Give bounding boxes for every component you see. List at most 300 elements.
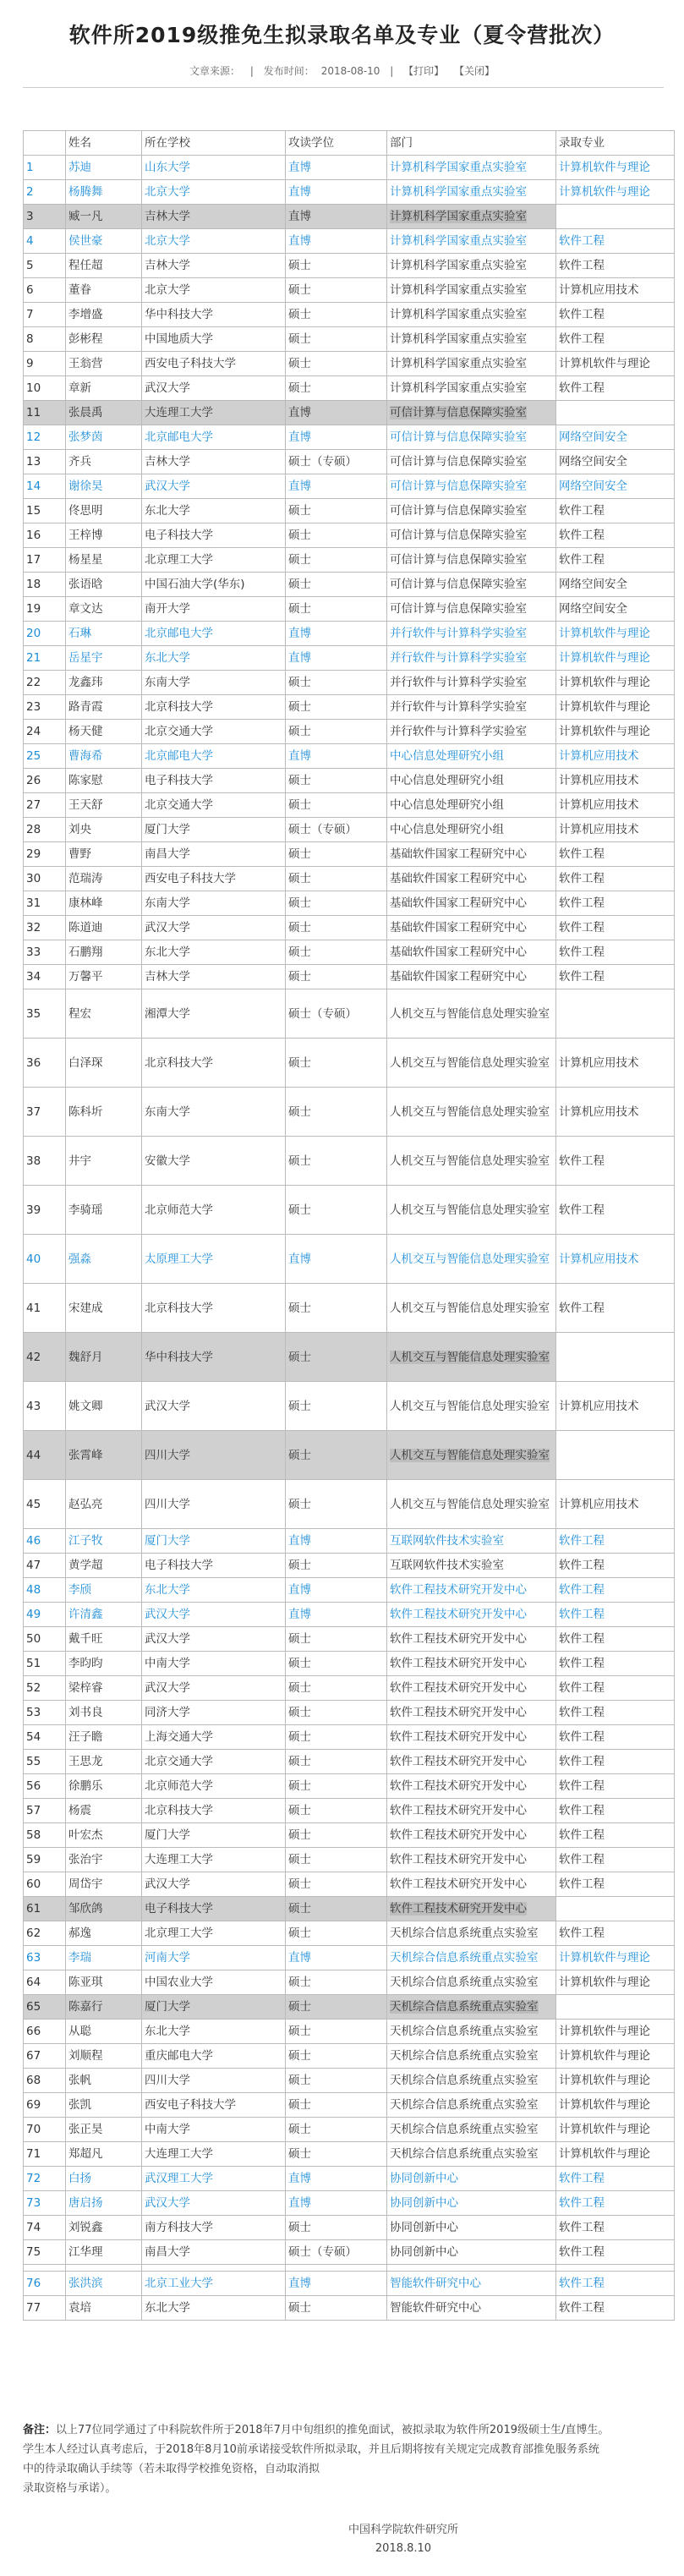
cell-name: 王翁营 — [66, 352, 142, 376]
cell-degree: 直博 — [286, 205, 387, 229]
dept-text: 基础软件国家工程研究中心 — [390, 896, 527, 910]
cell-major: 软件工程 — [556, 1676, 675, 1701]
cell-dept — [387, 2020, 556, 2044]
cell-no: 42 — [24, 1333, 66, 1382]
table-row — [24, 622, 675, 646]
cell-no: 57 — [24, 1799, 66, 1823]
cell-degree: 硕士 — [286, 376, 387, 401]
dept-text: 天机综合信息系统重点实验室 — [390, 2074, 539, 2087]
cell-major: 网络空间安全 — [556, 474, 675, 499]
cell-major: 软件工程 — [556, 1186, 675, 1235]
cell-name: 曹野 — [66, 842, 142, 867]
cell-no: 72 — [24, 2167, 66, 2191]
cell-school: 武汉大学 — [142, 376, 286, 401]
cell-degree: 硕士 — [286, 965, 387, 989]
cell-school: 电子科技大学 — [142, 523, 286, 548]
cell-school: 北京科技大学 — [142, 1799, 286, 1823]
cell-degree: 硕士 — [286, 2216, 387, 2240]
table-row — [24, 573, 675, 597]
cell-dept — [387, 156, 556, 180]
cell-degree: 直博 — [286, 229, 387, 254]
table-row — [24, 1897, 675, 1921]
dept-text: 可信计算与信息保障实验室 — [390, 406, 527, 419]
cell-major — [556, 1333, 675, 1382]
table-row — [24, 1431, 675, 1480]
dept-text: 软件工程技术研究开发中心 — [390, 1681, 527, 1695]
dept-text: 计算机科学国家重点实验室 — [390, 381, 527, 395]
cell-school: 四川大学 — [142, 2069, 286, 2093]
cell-no: 8 — [24, 327, 66, 352]
dept-text: 可信计算与信息保障实验室 — [390, 602, 527, 616]
dept-text: 天机综合信息系统重点实验室 — [390, 2098, 539, 2112]
dept-text: 人机交互与智能信息处理实验室 — [390, 1350, 550, 1364]
cell-major: 软件工程 — [556, 2216, 675, 2240]
dept-text: 互联网软件技术实验室 — [390, 1559, 504, 1572]
table-row — [24, 180, 675, 205]
cell-school: 湘潭大学 — [142, 989, 286, 1039]
dept-text: 中心信息处理研究小组 — [390, 798, 504, 812]
cell-dept — [387, 499, 556, 523]
table-row — [24, 278, 675, 303]
table-row — [24, 2240, 675, 2265]
cell-no: 28 — [24, 818, 66, 842]
cell-degree: 硕士 — [286, 1480, 387, 1529]
cell-dept — [387, 597, 556, 622]
cell-no: 58 — [24, 1823, 66, 1848]
table-row — [24, 1186, 675, 1235]
cell-no: 55 — [24, 1750, 66, 1774]
cell-school: 上海交通大学 — [142, 1725, 286, 1750]
dept-text: 计算机科学国家重点实验室 — [390, 185, 527, 199]
cell-degree: 硕士 — [286, 1039, 387, 1088]
dept-text: 可信计算与信息保障实验室 — [390, 578, 527, 591]
table-row — [24, 156, 675, 180]
dept-text: 人机交互与智能信息处理实验室 — [390, 1055, 550, 1070]
table-row — [24, 793, 675, 818]
table-row — [24, 2044, 675, 2069]
cell-major: 软件工程 — [556, 303, 675, 327]
cell-major: 软件工程 — [556, 1848, 675, 1872]
cell-name: 侯世豪 — [66, 229, 142, 254]
table-row — [24, 2020, 675, 2044]
cell-major: 网络空间安全 — [556, 597, 675, 622]
dept-text: 天机综合信息系统重点实验室 — [390, 1927, 539, 1940]
cell-school — [142, 2265, 286, 2272]
cell-major: 计算机软件与理论 — [556, 720, 675, 744]
cell-name: 从聪 — [66, 2020, 142, 2044]
cell-dept — [387, 891, 556, 916]
table-row — [24, 1652, 675, 1676]
cell-name: 李骑瑶 — [66, 1186, 142, 1235]
cell-major: 软件工程 — [556, 916, 675, 940]
cell-no: 25 — [24, 744, 66, 769]
cell-no: 2 — [24, 180, 66, 205]
cell-no: 43 — [24, 1382, 66, 1431]
cell-name: 石鹏翔 — [66, 940, 142, 965]
cell-degree: 硕士 — [286, 1774, 387, 1799]
cell-name: 张霄峰 — [66, 1431, 142, 1480]
cell-major: 软件工程 — [556, 1578, 675, 1603]
table-row — [24, 1701, 675, 1725]
dept-text: 人机交互与智能信息处理实验室 — [390, 1301, 550, 1315]
cell-name: 李昀昀 — [66, 1652, 142, 1676]
header-divider — [23, 87, 664, 88]
cell-dept — [387, 1603, 556, 1627]
cell-name: 范瑞涛 — [66, 867, 142, 891]
table-row — [24, 842, 675, 867]
cell-school: 东北大学 — [142, 940, 286, 965]
cell-dept — [387, 573, 556, 597]
cell-no: 39 — [24, 1186, 66, 1235]
cell-major: 软件工程 — [556, 1701, 675, 1725]
cell-degree: 硕士 — [286, 2296, 387, 2321]
cell-no: 13 — [24, 450, 66, 474]
cell-school: 东南大学 — [142, 1088, 286, 1137]
cell-dept — [387, 1333, 556, 1382]
cell-name: 陈家慰 — [66, 769, 142, 793]
cell-school: 山东大学 — [142, 156, 286, 180]
cell-school: 西安电子科技大学 — [142, 867, 286, 891]
dept-text: 协同创新中心 — [390, 2196, 458, 2210]
cell-school: 东南大学 — [142, 671, 286, 695]
cell-school: 北京科技大学 — [142, 1284, 286, 1333]
table-row — [24, 1725, 675, 1750]
cell-name: 董眷 — [66, 278, 142, 303]
cell-no: 5 — [24, 254, 66, 278]
cell-no: 21 — [24, 646, 66, 671]
cell-dept — [387, 376, 556, 401]
cell-name: 许清鑫 — [66, 1603, 142, 1627]
cell-school: 北京邮电大学 — [142, 622, 286, 646]
table-row — [24, 1554, 675, 1578]
cell-name: 汪子瞻 — [66, 1725, 142, 1750]
cell-school: 吉林大学 — [142, 450, 286, 474]
cell-no: 70 — [24, 2118, 66, 2142]
cell-degree: 硕士 — [286, 1995, 387, 2020]
cell-school: 东北大学 — [142, 646, 286, 671]
cell-major: 软件工程 — [556, 842, 675, 867]
dept-text: 人机交互与智能信息处理实验室 — [390, 1154, 550, 1168]
cell-school: 大连理工大学 — [142, 401, 286, 425]
table-row — [24, 1799, 675, 1823]
cell-school: 太原理工大学 — [142, 1235, 286, 1284]
cell-major: 软件工程 — [556, 1284, 675, 1333]
cell-major: 计算机应用技术 — [556, 1235, 675, 1284]
cell-no: 41 — [24, 1284, 66, 1333]
cell-degree: 硕士 — [286, 793, 387, 818]
cell-degree: 直博 — [286, 1603, 387, 1627]
cell-degree: 硕士 — [286, 695, 387, 720]
cell-major: 计算机应用技术 — [556, 1382, 675, 1431]
dept-text: 可信计算与信息保障实验室 — [390, 455, 527, 469]
cell-dept — [387, 1627, 556, 1652]
cell-major: 计算机软件与理论 — [556, 2118, 675, 2142]
cell-major: 计算机软件与理论 — [556, 2093, 675, 2118]
cell-name: 江子牧 — [66, 1529, 142, 1554]
cell-dept — [387, 1554, 556, 1578]
cell-degree: 硕士 — [286, 2093, 387, 2118]
cell-major: 软件工程 — [556, 376, 675, 401]
table-row — [24, 891, 675, 916]
dept-text: 软件工程技术研究开发中心 — [390, 1657, 527, 1670]
cell-no: 62 — [24, 1921, 66, 1946]
table-row — [24, 1627, 675, 1652]
signature-block — [0, 2521, 684, 2558]
table-row — [24, 2167, 675, 2191]
cell-dept — [387, 1970, 556, 1995]
cell-name: 唐启扬 — [66, 2191, 142, 2216]
table-row — [24, 1382, 675, 1431]
header-cell-name: 姓名 — [66, 131, 142, 156]
cell-degree: 直博 — [286, 1946, 387, 1970]
cell-degree — [286, 2265, 387, 2272]
cell-degree: 硕士 — [286, 1725, 387, 1750]
cell-major — [556, 1431, 675, 1480]
cell-dept — [387, 744, 556, 769]
table-row — [24, 1848, 675, 1872]
dept-text: 可信计算与信息保障实验室 — [390, 529, 527, 542]
cell-dept — [387, 1235, 556, 1284]
cell-major: 软件工程 — [556, 1554, 675, 1578]
cell-name: 井宇 — [66, 1137, 142, 1186]
dept-text: 中心信息处理研究小组 — [390, 823, 504, 836]
cell-school: 电子科技大学 — [142, 769, 286, 793]
dept-text: 并行软件与计算科学实验室 — [390, 725, 527, 738]
cell-name: 李增盛 — [66, 303, 142, 327]
cell-name: 苏迪 — [66, 156, 142, 180]
cell-school: 南昌大学 — [142, 2240, 286, 2265]
cell-name: 张帆 — [66, 2069, 142, 2093]
cell-degree: 硕士 — [286, 1970, 387, 1995]
dept-text: 天机综合信息系统重点实验室 — [390, 1951, 539, 1965]
dept-text: 软件工程技术研究开发中心 — [390, 1779, 527, 1793]
cell-degree: 直博 — [286, 474, 387, 499]
cell-major: 软件工程 — [556, 1529, 675, 1554]
table-row — [24, 965, 675, 989]
dept-text: 计算机科学国家重点实验室 — [390, 234, 527, 248]
cell-name: 程宏 — [66, 989, 142, 1039]
source-label: 文章来源： — [189, 65, 240, 77]
table-spacer-row — [24, 2265, 675, 2272]
cell-school: 西安电子科技大学 — [142, 2093, 286, 2118]
cell-school: 安徽大学 — [142, 1137, 286, 1186]
dept-text: 软件工程技术研究开发中心 — [390, 1828, 527, 1842]
cell-name: 张治宇 — [66, 1848, 142, 1872]
dept-text: 协同创新中心 — [390, 2172, 458, 2185]
cell-major: 软件工程 — [556, 1725, 675, 1750]
admission-table — [23, 130, 675, 2321]
cell-school: 东北大学 — [142, 1578, 286, 1603]
cell-degree: 硕士 — [286, 1872, 387, 1897]
cell-dept — [387, 1946, 556, 1970]
header-cell-no — [24, 131, 66, 156]
cell-name: 张语晗 — [66, 573, 142, 597]
dept-text: 计算机科学国家重点实验室 — [390, 161, 527, 174]
cell-no: 73 — [24, 2191, 66, 2216]
cell-school: 吉林大学 — [142, 254, 286, 278]
table-row — [24, 867, 675, 891]
cell-degree: 硕士 — [286, 1554, 387, 1578]
cell-name: 石琳 — [66, 622, 142, 646]
cell-degree: 硕士 — [286, 842, 387, 867]
cell-major — [556, 1897, 675, 1921]
cell-dept — [387, 989, 556, 1039]
cell-major: 计算机软件与理论 — [556, 352, 675, 376]
cell-no: 49 — [24, 1603, 66, 1627]
print-link[interactable]: 【打印】 — [403, 65, 445, 77]
cell-school: 武汉大学 — [142, 1676, 286, 1701]
cell-degree: 直博 — [286, 646, 387, 671]
cell-dept — [387, 867, 556, 891]
cell-no: 29 — [24, 842, 66, 867]
cell-dept — [387, 1799, 556, 1823]
cell-no: 37 — [24, 1088, 66, 1137]
cell-dept — [387, 1725, 556, 1750]
cell-no: 32 — [24, 916, 66, 940]
table-row — [24, 1235, 675, 1284]
table-row — [24, 401, 675, 425]
cell-degree: 硕士 — [286, 1627, 387, 1652]
table-row — [24, 2216, 675, 2240]
cell-dept — [387, 2296, 556, 2321]
cell-dept — [387, 720, 556, 744]
cell-degree: 直博 — [286, 2272, 387, 2296]
cell-dept — [387, 1186, 556, 1235]
cell-name: 戴千旺 — [66, 1627, 142, 1652]
cell-no: 46 — [24, 1529, 66, 1554]
dept-text: 计算机科学国家重点实验室 — [390, 210, 527, 223]
cell-name: 强淼 — [66, 1235, 142, 1284]
publish-date: 2018-08-10 — [320, 65, 380, 77]
dept-text: 天机综合信息系统重点实验室 — [390, 2123, 539, 2136]
cell-dept — [387, 2093, 556, 2118]
cell-degree: 直博 — [286, 744, 387, 769]
cell-degree: 直博 — [286, 156, 387, 180]
cell-school: 大连理工大学 — [142, 2142, 286, 2167]
cell-school: 中南大学 — [142, 2118, 286, 2142]
cell-degree: 硕士 — [286, 671, 387, 695]
cell-degree: 硕士 — [286, 352, 387, 376]
cell-no: 59 — [24, 1848, 66, 1872]
cell-dept — [387, 2118, 556, 2142]
cell-major: 计算机应用技术 — [556, 793, 675, 818]
table-row — [24, 2272, 675, 2296]
cell-school: 东北大学 — [142, 499, 286, 523]
cell-no: 22 — [24, 671, 66, 695]
dept-text: 软件工程技术研究开发中心 — [390, 1804, 527, 1817]
cell-degree: 硕士 — [286, 2118, 387, 2142]
cell-major: 软件工程 — [556, 1774, 675, 1799]
cell-dept — [387, 646, 556, 671]
cell-major — [556, 205, 675, 229]
cell-name: 赵弘亮 — [66, 1480, 142, 1529]
cell-no: 35 — [24, 989, 66, 1039]
cell-major: 软件工程 — [556, 1652, 675, 1676]
cell-major: 计算机应用技术 — [556, 1088, 675, 1137]
cell-dept — [387, 352, 556, 376]
cell-dept — [387, 965, 556, 989]
cell-degree: 硕士 — [286, 2044, 387, 2069]
cell-major: 软件工程 — [556, 2296, 675, 2321]
cell-major: 计算机应用技术 — [556, 1039, 675, 1088]
table-row — [24, 205, 675, 229]
cell-no: 71 — [24, 2142, 66, 2167]
cell-degree: 硕士 — [286, 597, 387, 622]
cell-major: 软件工程 — [556, 254, 675, 278]
dept-text: 计算机科学国家重点实验室 — [390, 259, 527, 272]
cell-major: 软件工程 — [556, 499, 675, 523]
dept-text: 人机交互与智能信息处理实验室 — [390, 1497, 550, 1511]
cell-school: 华中科技大学 — [142, 1333, 286, 1382]
table-row — [24, 2069, 675, 2093]
cell-school: 武汉大学 — [142, 1603, 286, 1627]
cell-dept — [387, 2240, 556, 2265]
cell-no: 7 — [24, 303, 66, 327]
cell-name: 黄学超 — [66, 1554, 142, 1578]
cell-degree: 硕士 — [286, 278, 387, 303]
cell-no: 20 — [24, 622, 66, 646]
cell-degree: 硕士 — [286, 1088, 387, 1137]
cell-no: 45 — [24, 1480, 66, 1529]
cell-degree: 硕士 — [286, 548, 387, 573]
cell-no: 50 — [24, 1627, 66, 1652]
cell-no: 11 — [24, 401, 66, 425]
cell-major: 软件工程 — [556, 327, 675, 352]
cell-school: 武汉大学 — [142, 2191, 286, 2216]
cell-school: 北京大学 — [142, 229, 286, 254]
cell-no: 6 — [24, 278, 66, 303]
dept-text: 计算机科学国家重点实验室 — [390, 308, 527, 321]
dept-text: 软件工程技术研究开发中心 — [390, 1632, 527, 1646]
cell-no: 24 — [24, 720, 66, 744]
admission-table-wrap — [23, 130, 674, 2321]
cell-name: 郑超凡 — [66, 2142, 142, 2167]
table-row — [24, 254, 675, 278]
cell-major: 软件工程 — [556, 1872, 675, 1897]
cell-school: 厦门大学 — [142, 1823, 286, 1848]
cell-dept — [387, 1431, 556, 1480]
dept-text: 软件工程技术研究开发中心 — [390, 1755, 527, 1768]
cell-no: 53 — [24, 1701, 66, 1725]
cell-dept — [387, 2069, 556, 2093]
table-row — [24, 1088, 675, 1137]
cell-major: 软件工程 — [556, 229, 675, 254]
cell-dept — [387, 1750, 556, 1774]
cell-school: 南昌大学 — [142, 842, 286, 867]
cell-major — [556, 1995, 675, 2020]
cell-school: 北京交通大学 — [142, 720, 286, 744]
cell-no: 3 — [24, 205, 66, 229]
cell-no: 4 — [24, 229, 66, 254]
table-row — [24, 229, 675, 254]
cell-name: 刘顺程 — [66, 2044, 142, 2069]
table-row — [24, 1137, 675, 1186]
cell-dept — [387, 1701, 556, 1725]
table-row — [24, 597, 675, 622]
dept-text: 人机交互与智能信息处理实验室 — [390, 1448, 550, 1462]
cell-dept — [387, 180, 556, 205]
table-row — [24, 327, 675, 352]
cell-name: 齐兵 — [66, 450, 142, 474]
cell-no: 77 — [24, 2296, 66, 2321]
cell-school: 电子科技大学 — [142, 1554, 286, 1578]
note-line-4: 录取资格与承诺）。 — [23, 2482, 117, 2495]
cell-degree: 硕士 — [286, 1799, 387, 1823]
cell-degree: 硕士 — [286, 1382, 387, 1431]
cell-name: 臧一凡 — [66, 205, 142, 229]
cell-name: 邹欣鸽 — [66, 1897, 142, 1921]
close-link[interactable]: 【关闭】 — [454, 65, 495, 77]
